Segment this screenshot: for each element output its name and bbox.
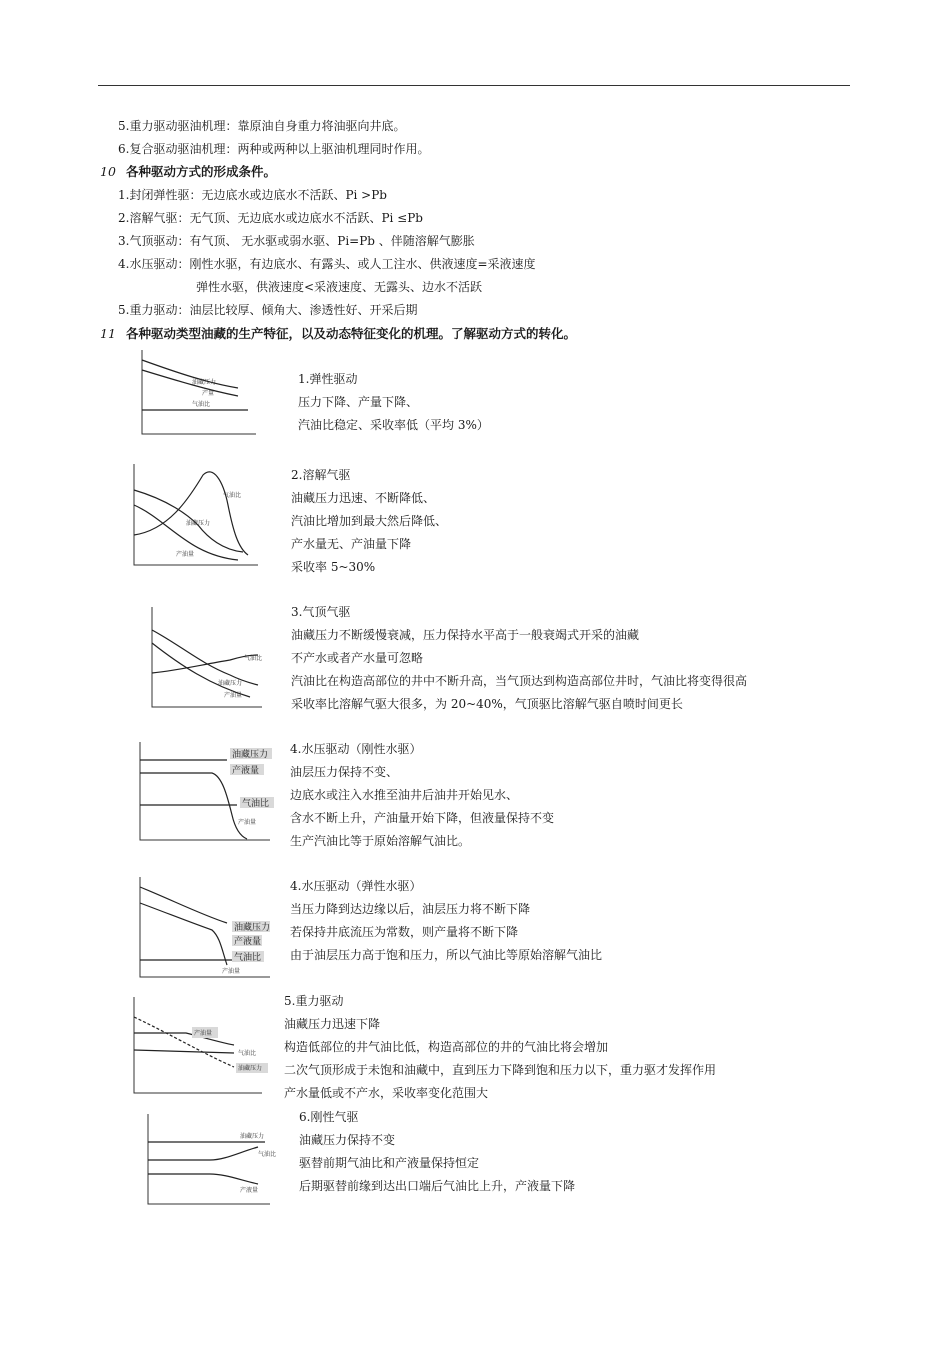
condition-line: 2.溶解气驱：无气顶、无边底水或边底水不活跃、Pi ≤Pb	[118, 211, 423, 225]
liquid-output-label: 产液量	[234, 937, 262, 947]
section-title: 各种驱动方式的形成条件。	[126, 164, 277, 179]
elastic-water-drive-diagram	[132, 875, 277, 985]
gas-oil-ratio-label: 气油比	[223, 492, 242, 499]
drive-text: 汽油比增加到最大然后降低、	[291, 514, 448, 528]
drive-text: 采收率比溶解气驱大很多，为 20~40%，气顶驱比溶解气驱自喷时间更长	[291, 697, 683, 711]
liquid-output-label: 产液量	[232, 766, 260, 776]
rigid-water-drive-diagram	[132, 740, 277, 850]
pressure-label: 油藏压力	[192, 379, 217, 386]
drive-text: 油藏压力保持不变	[299, 1133, 396, 1147]
oil-output-label: 产油量	[194, 1030, 213, 1037]
section-11-heading	[100, 326, 576, 342]
drive-text: 压力下降、产量下降、	[298, 395, 419, 409]
pressure-label: 油藏压力	[238, 1065, 263, 1072]
gas-oil-ratio-label: 气油比	[192, 401, 211, 408]
oil-output-label: 产油量	[222, 968, 241, 975]
pressure-label: 油藏压力	[186, 520, 211, 527]
pressure-label: 油藏压力	[240, 1133, 265, 1140]
drive-text: 当压力降到达边缘以后，油层压力将不断下降	[290, 902, 531, 916]
drive-title: 6.刚性气驱	[299, 1110, 359, 1124]
drive-text: 不产水或者产水量可忽略	[291, 651, 424, 665]
section-10-heading	[100, 164, 276, 180]
drive-text: 采收率 5~30%	[291, 560, 376, 574]
gas-oil-ratio-label: 气油比	[244, 655, 263, 662]
drive-text: 产水量无、产油量下降	[291, 537, 412, 551]
drive-text: 汽油比在构造高部位的井中不断升高，当气顶达到构造高部位井时，气油比将变得很高	[291, 674, 748, 688]
gas-oil-ratio-label: 气油比	[258, 1151, 277, 1158]
drive-title: 4.水压驱动（刚性水驱）	[290, 742, 422, 756]
condition-line: 3.气顶驱动：有气顶、 无水驱或弱水驱、Pi=Pb 、伴随溶解气膨胀	[118, 234, 475, 248]
oil-output-label: 产油量	[176, 551, 195, 558]
drive-description	[290, 738, 554, 853]
elastic-drive-diagram	[128, 348, 268, 443]
rigid-gas-drive-diagram	[140, 1112, 275, 1212]
pressure-label: 油藏压力	[234, 923, 271, 933]
drive-description	[290, 875, 602, 967]
drive-text: 含水不断上升，产油量开始下降，但液量保持不变	[290, 811, 555, 825]
gas-cap-drive-diagram	[140, 605, 270, 715]
text-line: 6.复合驱动驱油机理：两种或两种以上驱油机理同时作用。	[118, 142, 430, 156]
gas-oil-ratio-label: 气油比	[242, 799, 270, 809]
drive-title: 5.重力驱动	[284, 994, 344, 1008]
oil-output-label: 产油量	[224, 692, 243, 699]
condition-line: 5.重力驱动：油层比较厚、倾角大、渗透性好、开采后期	[118, 303, 418, 317]
drive-description	[284, 990, 716, 1105]
drive-text: 驱替前期气油比和产液量保持恒定	[299, 1156, 480, 1170]
pressure-label: 油藏压力	[218, 680, 243, 687]
drive-text: 生产汽油比等于原始溶解气油比。	[290, 834, 471, 848]
gas-oil-ratio-label: 气油比	[234, 953, 262, 963]
gravity-drive-diagram	[122, 995, 272, 1103]
header-rule	[98, 85, 850, 86]
drive-text: 二次气顶形成于未饱和油藏中，直到压力下降到饱和压力以下，重力驱才发挥作用	[284, 1063, 717, 1077]
pressure-label: 油藏压力	[232, 750, 269, 760]
drive-text: 油藏压力迅速下降	[284, 1017, 381, 1031]
drive-description	[291, 464, 447, 579]
drive-title: 1.弹性驱动	[298, 372, 358, 386]
drive-text: 油藏压力迅速、不断降低、	[291, 491, 436, 505]
section-number: 11	[100, 326, 116, 341]
output-label: 产量	[202, 390, 215, 397]
drive-text: 构造低部位的井气油比低，构造高部位的井的气油比将会增加	[284, 1040, 609, 1054]
drive-title: 3.气顶气驱	[291, 605, 351, 619]
section-number: 10	[100, 164, 116, 179]
drive-title: 2.溶解气驱	[291, 468, 351, 482]
text-line: 5.重力驱动驱油机理：靠原油自身重力将油驱向井底。	[118, 119, 406, 133]
section-title: 各种驱动类型油藏的生产特征，以及动态特征变化的机理。了解驱动方式的转化。	[126, 326, 577, 341]
drive-text: 边底水或注入水推至油井后油井开始见水、	[290, 788, 519, 802]
condition-line: 1.封闭弹性驱：无边底水或边底水不活跃、Pi >Pb	[118, 188, 387, 202]
condition-line: 弹性水驱，供液速度<采液速度、无露头、边水不活跃	[196, 280, 483, 294]
drive-description	[299, 1106, 575, 1198]
drive-text: 油藏压力不断缓慢衰减，压力保持水平高于一般衰竭式开采的油藏	[291, 628, 640, 642]
drive-text: 后期驱替前缘到达出口端后气油比上升，产液量下降	[299, 1179, 576, 1193]
liquid-output-label: 产液量	[240, 1187, 259, 1194]
condition-line: 4.水压驱动：刚性水驱，有边底水、有露头、或人工注水、供液速度=采液速度	[118, 257, 536, 271]
drive-text: 产水量低或不产水，采收率变化范围大	[284, 1086, 489, 1100]
drive-description	[298, 368, 489, 437]
drive-description	[291, 601, 747, 716]
oil-output-label: 产油量	[238, 819, 257, 826]
gas-oil-ratio-label: 气油比	[238, 1050, 257, 1057]
drive-title: 4.水压驱动（弹性水驱）	[290, 879, 422, 893]
solution-gas-drive-diagram	[128, 460, 268, 575]
drive-text: 油层压力保持不变、	[290, 765, 399, 779]
drive-text: 若保持井底流压为常数，则产量将不断下降	[290, 925, 519, 939]
drive-text: 汽油比稳定、采收率低（平均 3%）	[298, 418, 489, 432]
drive-text: 由于油层压力高于饱和压力，所以气油比等原始溶解气油比	[290, 948, 603, 962]
